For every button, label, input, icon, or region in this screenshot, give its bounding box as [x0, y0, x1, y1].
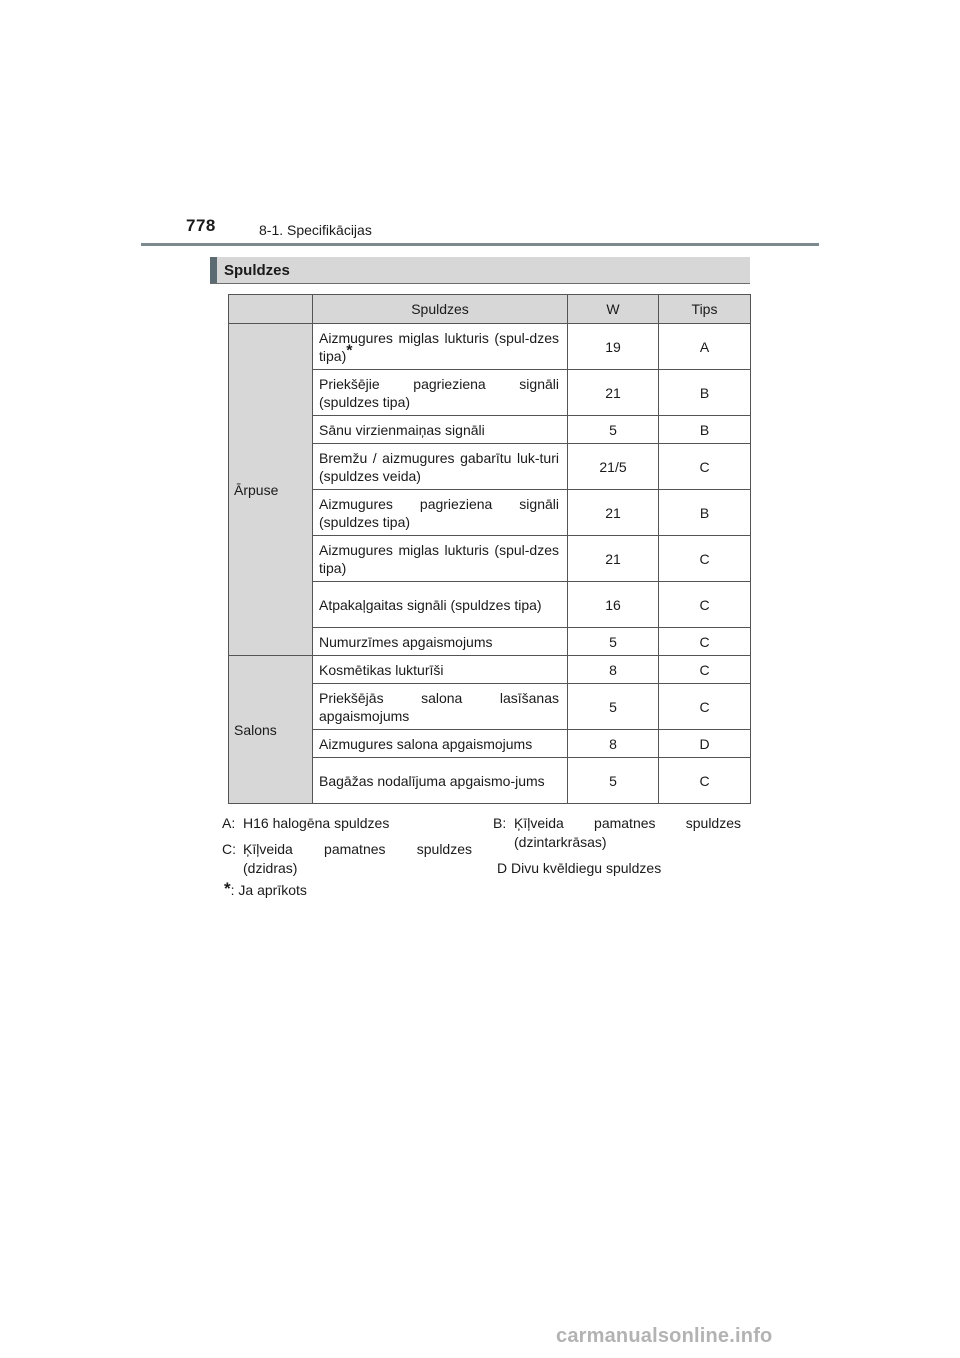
- bulb-name: Bagāžas nodalījuma apgaismo-jums: [313, 758, 568, 804]
- legend-b-line1: Ķīļveida pamatnes spuldzes: [514, 815, 741, 831]
- bulb-watt: 21: [568, 536, 659, 582]
- bulb-type: C: [659, 684, 751, 730]
- legend-a-key: A:: [222, 815, 236, 831]
- bulb-name: Aizmugures salona apgaismojums: [313, 730, 568, 758]
- footnote-marker: *: [346, 341, 353, 359]
- bulb-name: Atpakaļgaitas signāli (spuldzes tipa): [313, 582, 568, 628]
- column-header-type: Tips: [659, 295, 751, 324]
- legend-a-text: H16 halogēna spuldzes: [243, 815, 390, 831]
- bulb-type: D: [659, 730, 751, 758]
- legend-c-line1: Ķīļveida pamatnes spuldzes: [243, 841, 472, 857]
- table-header-row: [229, 295, 751, 324]
- chapter-title: 8-1. Specifikācijas: [259, 222, 372, 238]
- table-row: [229, 656, 751, 684]
- footnote-star: *: [224, 879, 231, 898]
- legend-b-line2: (dzintarkrāsas): [514, 834, 607, 850]
- bulb-watt: 5: [568, 416, 659, 444]
- bulb-name: Priekšējās salona lasīšanas apgaismojums: [313, 684, 568, 730]
- footnote: [224, 879, 307, 898]
- bulb-type: B: [659, 370, 751, 416]
- bulb-type: C: [659, 656, 751, 684]
- section-title: Spuldzes: [224, 262, 290, 279]
- bulb-watt: 21/5: [568, 444, 659, 490]
- legend-b: [493, 814, 741, 852]
- legend-c: [222, 840, 472, 878]
- legend-d: D Divu kvēldiegu spuldzes: [497, 860, 662, 876]
- bulb-name: Numurzīmes apgaismojums: [313, 628, 568, 656]
- bulb-watt: 21: [568, 490, 659, 536]
- bulb-type: C: [659, 536, 751, 582]
- bulb-name: Sānu virzienmaiņas signāli: [313, 416, 568, 444]
- legend-a: [222, 814, 472, 833]
- bulb-watt: 21: [568, 370, 659, 416]
- table-row: [229, 324, 751, 370]
- section-accent: [210, 257, 217, 283]
- column-header-bulbs: Spuldzes: [313, 295, 568, 324]
- bulb-watt: 5: [568, 628, 659, 656]
- bulb-name: Aizmugures miglas lukturis (spul-dzes tipa): [313, 536, 568, 582]
- bulb-name: Priekšējie pagrieziena signāli (spuldzes tipa): [313, 370, 568, 416]
- bulb-name: [313, 324, 568, 370]
- bulb-watt: 5: [568, 758, 659, 804]
- bulb-watt: 19: [568, 324, 659, 370]
- column-header-watt: W: [568, 295, 659, 324]
- bulb-type: A: [659, 324, 751, 370]
- column-header-group: [229, 295, 313, 324]
- bulb-type: C: [659, 628, 751, 656]
- legend-c-text: [241, 840, 472, 878]
- legend-c-key: C:: [222, 841, 236, 857]
- footnote-text: : Ja aprīkots: [230, 882, 307, 898]
- legend-b-key: B:: [493, 815, 507, 831]
- section-header: [210, 257, 750, 284]
- bulb-name: Bremžu / aizmugures gabarītu luk-turi (spuldzes veida): [313, 444, 568, 490]
- legend-c-line2: (dzidras): [243, 860, 298, 876]
- bulb-type: B: [659, 490, 751, 536]
- page-number: 778: [186, 216, 216, 235]
- header-divider: [141, 243, 819, 246]
- bulb-watt: 8: [568, 730, 659, 758]
- bulb-type: C: [659, 444, 751, 490]
- bulb-type: B: [659, 416, 751, 444]
- bulb-watt: 8: [568, 656, 659, 684]
- bulb-name: Aizmugures pagrieziena signāli (spuldzes tipa): [313, 490, 568, 536]
- legend-b-text: [512, 814, 741, 852]
- bulbs-table: [228, 294, 751, 804]
- bulb-type: C: [659, 582, 751, 628]
- bulb-name: Kosmētikas lukturīši: [313, 656, 568, 684]
- group-label-interior: Salons: [229, 656, 313, 804]
- bulb-watt: 5: [568, 684, 659, 730]
- group-label-exterior: Ārpuse: [229, 324, 313, 656]
- bulb-watt: 16: [568, 582, 659, 628]
- bulb-name-text: Aizmugures miglas lukturis (spul-dzes tipa): [319, 329, 559, 364]
- watermark: carmanualsonline.info: [556, 1325, 773, 1347]
- bulb-type: C: [659, 758, 751, 804]
